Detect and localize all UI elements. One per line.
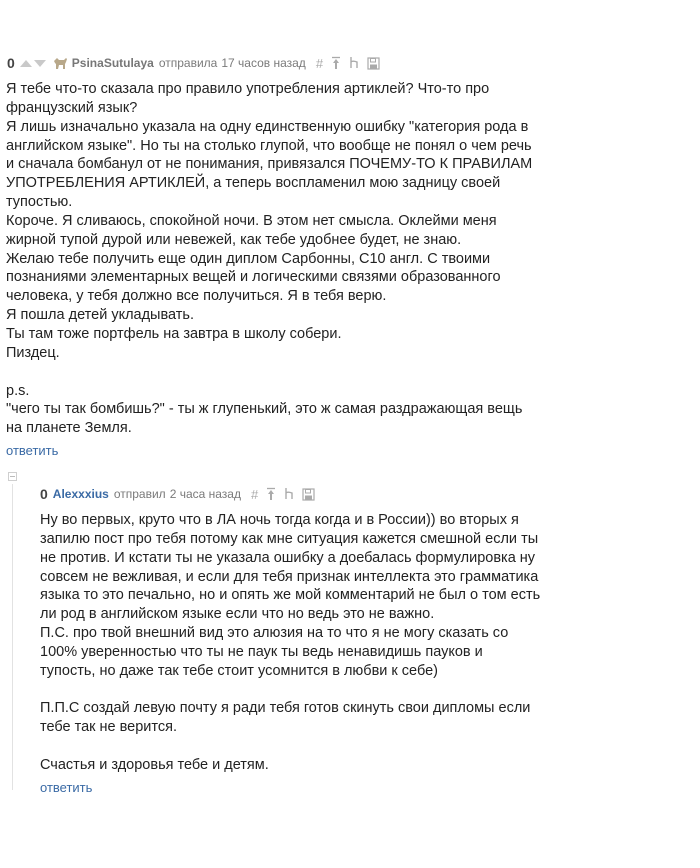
comment-line: Я пошла детей укладывать. xyxy=(6,307,194,324)
comment-line: тебе так не верится. xyxy=(40,719,178,736)
comment-line: и сначала бомбанул от не понимания, привязался ПОЧЕМУ-ТО К ПРАВИЛАМ xyxy=(6,156,533,173)
comment-line: тупостью. xyxy=(6,194,73,211)
vote-down-icon[interactable] xyxy=(34,60,46,67)
comment-line: ли род в английском языке если что но ведь это не важно. xyxy=(40,606,435,623)
comment-verb: отправила xyxy=(158,56,218,70)
anchor-link-icon[interactable]: # xyxy=(315,55,324,71)
reply-link[interactable]: ответить xyxy=(6,443,59,458)
comment-author[interactable]: PsinaSutulaya xyxy=(71,56,154,70)
vote-up-icon[interactable] xyxy=(20,60,32,67)
comment-line: тупость, но даже так тебе стоит усомнится в любви к себе) xyxy=(40,662,438,679)
comment-line xyxy=(40,681,696,700)
comment-line: Короче. Я сливаюсь, спокойной ночи. В этом нет смысла. Оклейми меня xyxy=(6,212,497,229)
comment-line xyxy=(40,737,696,756)
comment-line: французский язык? xyxy=(6,99,138,116)
reply-link[interactable]: ответить xyxy=(40,780,93,793)
comment-body xyxy=(6,80,696,438)
comment-line: Желаю тебе получить еще один диплом Сарбонны, С10 англ. С твоими xyxy=(6,250,491,267)
branch-icon[interactable] xyxy=(284,487,294,501)
comment-line: языка то это печально, но и опять же мой комментарий не был о том есть xyxy=(40,587,541,604)
comment-line: английском языке". Но ты на столько глупой, что вообще не понял о чем речь xyxy=(6,137,532,154)
comment-line: совсем не вежливая, и если для тебя признак интеллекта это грамматика xyxy=(40,568,539,585)
comment-line: человека, у тебя должно все получиться. Я в тебя верю. xyxy=(6,288,387,305)
collapse-thread-button[interactable] xyxy=(8,472,17,481)
comment-rating: 0 xyxy=(40,486,48,502)
comment-line: П.П.С создай левую почту я ради тебя готов скинуть свои дипломы если xyxy=(40,700,531,717)
comment-line xyxy=(6,363,696,382)
comment-line: Я тебе что-то сказала про правило употребления артиклей? Что-то про xyxy=(6,81,490,97)
comment-line: "чего ты так бомбишь?" - ты ж глупенький, это ж самая раздражающая вещь xyxy=(6,401,523,418)
anchor-link-icon[interactable]: # xyxy=(250,486,259,502)
reply-comment-header xyxy=(40,486,323,502)
comment-line: p.s. xyxy=(6,382,30,399)
comment-time[interactable]: 2 часа назад xyxy=(169,487,241,501)
goto-parent-icon[interactable] xyxy=(331,56,341,70)
comment-rating: 0 xyxy=(7,55,15,71)
dog-avatar-icon[interactable] xyxy=(52,56,68,70)
comment-time[interactable]: 17 часов назад xyxy=(221,56,306,70)
comment-line: 100% уверенностью что ты не паук ты ведь ненавидишь пауков и xyxy=(40,643,483,660)
comment-line: П.С. про твой внешний вид это алюзия на то что я не могу сказать со xyxy=(40,625,509,642)
save-icon[interactable] xyxy=(302,488,315,501)
comment-line: Пиздец. xyxy=(6,344,60,361)
comment-author[interactable]: Alexxxius xyxy=(52,487,109,501)
comment-line: запилю пост про тебя потому как мне ситуация кажется смешной если ты xyxy=(40,530,539,547)
comment-line: познаниями элементарных вещей и логическими связями образованного xyxy=(6,269,501,286)
comment-line: жирной тупой дурой или невежей, как тебе удобнее будет, не знаю. xyxy=(6,231,462,248)
thread-line[interactable] xyxy=(12,484,13,790)
reply-comment-body xyxy=(40,511,696,775)
goto-parent-icon[interactable] xyxy=(266,487,276,501)
comment-line: Ты там тоже портфель на завтра в школу собери. xyxy=(6,325,342,342)
comment-line: Ну во первых, круто что в ЛА ночь тогда когда и в России)) во вторых я xyxy=(40,512,519,528)
comment-line: Я лишь изначально указала на одну единственную ошибку "категория рода в xyxy=(6,118,529,135)
save-icon[interactable] xyxy=(367,57,380,70)
comment-line: Счастья и здоровья тебе и детям. xyxy=(40,756,269,773)
comment-line: УПОТРЕБЛЕНИЯ АРТИКЛЕЙ, а теперь воспламенил мою задницу своей xyxy=(6,175,501,192)
comment-line: на планете Земля. xyxy=(6,420,132,437)
comment-header xyxy=(7,55,388,71)
branch-icon[interactable] xyxy=(349,56,359,70)
comment-line: не против. И кстати ты не указала ошибку а доебалась формулировка ну xyxy=(40,549,536,566)
comment-verb: отправил xyxy=(113,487,166,501)
